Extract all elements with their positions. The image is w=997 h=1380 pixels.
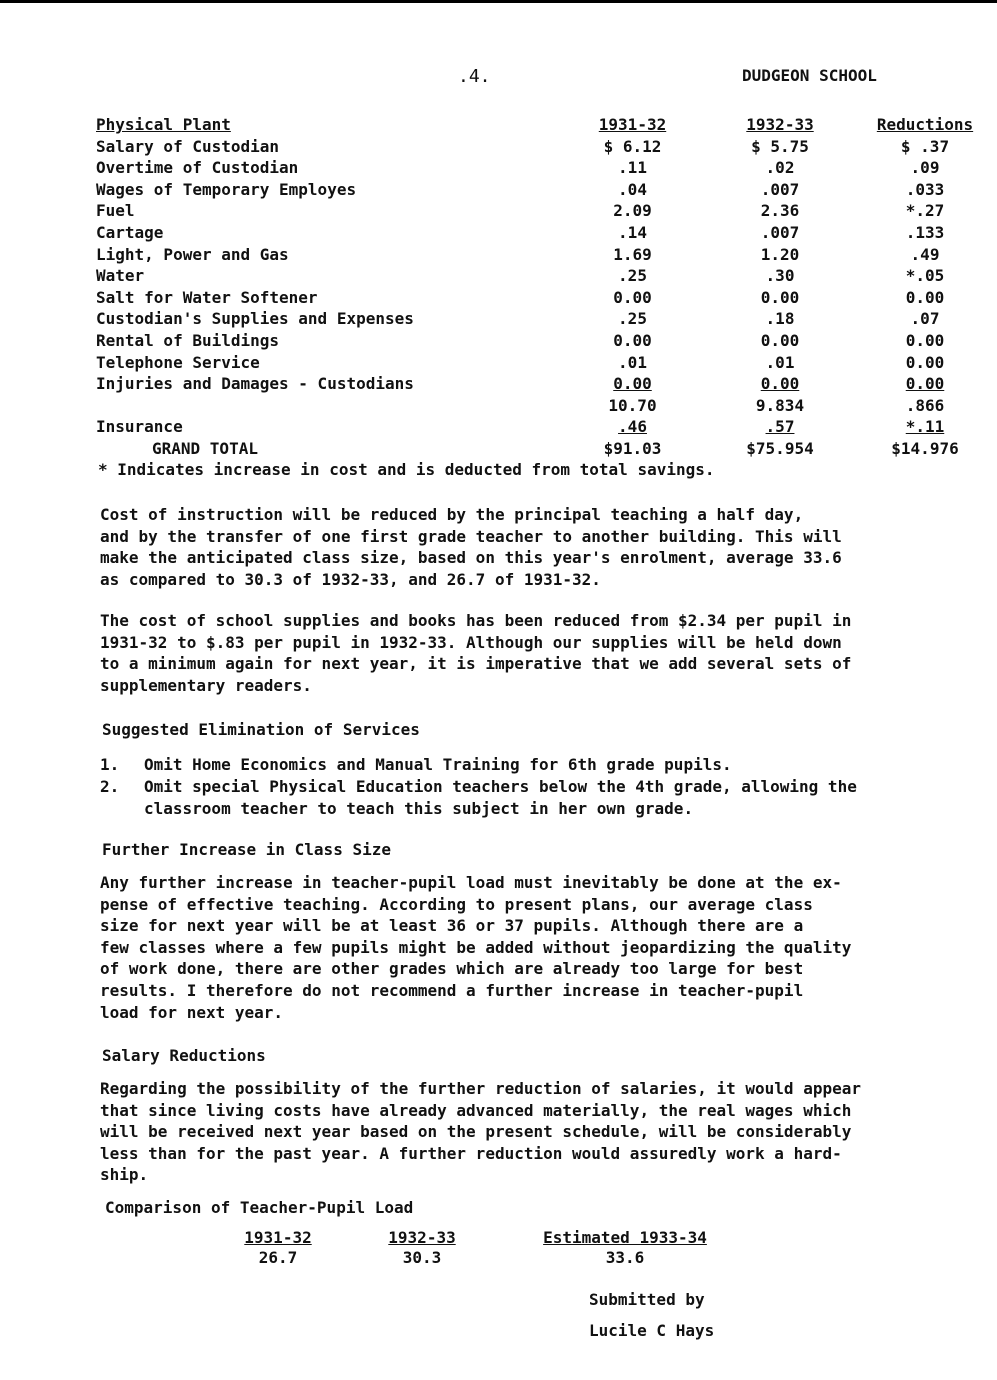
subtotal-row	[96, 395, 995, 417]
table-header-row	[96, 114, 995, 136]
cell-1932: 1.20	[760, 244, 800, 264]
cell-1932: 0.00	[760, 330, 800, 350]
comparison-value: 30.3	[402, 1248, 442, 1267]
table-row	[96, 265, 995, 287]
comparison-label: Estimated 1933-34	[543, 1228, 707, 1247]
cell-reduction: 0.00	[905, 330, 945, 350]
cell-1931: .14	[618, 222, 647, 242]
heading-class-size: Further Increase in Class Size	[102, 840, 391, 859]
item-text: Omit special Physical Education teachers below the 4th grade, allowing the classroom teacher to teach this subject in her own grade.	[144, 777, 857, 818]
comparison-col-1932	[372, 1228, 472, 1268]
cell-1931: .11	[618, 158, 647, 178]
table-row	[96, 157, 995, 179]
cell-1931: .01	[618, 352, 647, 372]
col-header-1932: 1932-33	[746, 115, 814, 134]
top-border	[0, 0, 997, 3]
comparison-col-estimated	[520, 1228, 730, 1268]
signatory-name: Lucile C Hays	[589, 1321, 715, 1340]
cell-reduction: .033	[905, 179, 945, 199]
subtotal-label	[96, 395, 560, 417]
subtotal-1932: 9.834	[755, 395, 805, 415]
cell-1932: $ 5.75	[751, 136, 809, 156]
cell-1932: 0.00	[760, 287, 800, 307]
cell-reduction: *.27	[905, 201, 945, 221]
row-label: Fuel	[96, 201, 135, 221]
cell-1931: 2.09	[613, 201, 652, 221]
table-row	[96, 136, 995, 158]
list-item	[100, 776, 950, 820]
cell-1931: 0.00	[613, 330, 652, 350]
cell-reduction: 0.00	[905, 287, 945, 307]
insurance-reduction: *.11	[905, 417, 945, 437]
comparison-label: 1932-33	[388, 1228, 456, 1247]
table-row	[96, 244, 995, 266]
cell-1932: .007	[760, 222, 800, 242]
comparison-value: 33.6	[605, 1248, 645, 1267]
cell-1931: $ 6.12	[603, 136, 662, 156]
cell-reduction: *.05	[905, 266, 945, 286]
comparison-title: Comparison of Teacher-Pupil Load	[105, 1198, 414, 1217]
cell-1932: 2.36	[760, 201, 800, 221]
row-label: Cartage	[96, 222, 164, 242]
item-number: 2.	[100, 777, 120, 796]
cell-reduction: 0.00	[905, 352, 945, 372]
row-label: Salary of Custodian	[96, 136, 280, 156]
page-number: .4.	[458, 66, 491, 87]
grand-total-1931: $91.03	[603, 438, 662, 458]
table-row	[96, 287, 995, 309]
class-size-paragraph: Any further increase in teacher-pupil load must inevitably be done at the ex- pense of effective teaching. According to present plans, our average class size for next year will be at least 36 or 37 pupils. Although there are a few classes where a few pupils might be added without jeopardizing the quality of work done, there are other grades which are already too large for best results. I therefore do not recommend a further increase in teacher-pupil load for next year.	[100, 873, 852, 1022]
table-row	[96, 373, 995, 395]
row-label: Wages of Temporary Employes	[96, 179, 357, 199]
cell-reduction: .07	[910, 309, 940, 329]
cell-1931: .25	[618, 266, 647, 286]
row-label: Water	[96, 266, 145, 286]
grand-total-label: GRAND TOTAL	[152, 438, 258, 458]
table-row	[96, 222, 995, 244]
subtotal-reduction: .866	[905, 395, 945, 415]
subtotal-1931: 10.70	[608, 395, 657, 415]
cell-1931: .25	[618, 309, 647, 329]
insurance-1932: .57	[765, 417, 795, 437]
cell-1931: .04	[618, 179, 647, 199]
row-label: Custodian's Supplies and Expenses	[96, 309, 414, 329]
cell-1932: .18	[765, 309, 795, 329]
grand-total-reduction: $14.976	[891, 438, 959, 458]
instruction-paragraph: Cost of instruction will be reduced by the principal teaching a half day, and by the transfer of one first grade teacher to another building. This will make the anticipated class size, based on this year's enrolment, average 33.6 as compared to 30.3 of 1932-33, and 26.7 of 1931-32.	[100, 505, 842, 589]
footnote: * Indicates increase in cost and is deducted from total savings.	[98, 460, 715, 479]
cell-reduction: .49	[910, 244, 940, 264]
cell-1932: .30	[765, 266, 795, 286]
cell-reduction: $ .37	[900, 136, 950, 156]
cell-1932: .01	[765, 352, 795, 372]
table-row	[96, 200, 995, 222]
heading-elimination: Suggested Elimination of Services	[102, 720, 420, 739]
grand-total-row	[96, 438, 995, 460]
heading-salary: Salary Reductions	[102, 1046, 266, 1065]
insurance-row	[96, 416, 995, 438]
cell-1931: 1.69	[613, 244, 652, 264]
cell-1932: .007	[760, 179, 800, 199]
list-item	[100, 754, 950, 776]
row-label: Injuries and Damages - Custodians	[96, 374, 414, 394]
row-label: Light, Power and Gas	[96, 244, 289, 264]
row-label: Overtime of Custodian	[96, 158, 299, 178]
table-row	[96, 308, 995, 330]
insurance-1931: .46	[618, 417, 647, 437]
elimination-list	[100, 754, 950, 820]
col-header-label: Physical Plant	[96, 115, 231, 134]
cell-1931: 0.00	[613, 374, 652, 394]
comparison-label: 1931-32	[244, 1228, 312, 1247]
cell-1932: 0.00	[760, 374, 800, 394]
salary-paragraph: Regarding the possibility of the further reduction of salaries, it would appear that since living costs have already advanced materially, the real wages which will be received next year based on the present schedule, will be considerably less than for the past year. A further reduction would assuredly work a hard- ship.	[100, 1079, 861, 1185]
item-number: 1.	[100, 755, 120, 774]
table-row	[96, 179, 995, 201]
supplies-paragraph: The cost of school supplies and books has been reduced from $2.34 per pupil in 1931-32 to $.83 per pupil in 1932-33. Although our supplies will be held down to a minimum again for next year, it is imperative that we add several sets of supplementary readers.	[100, 611, 852, 695]
row-label: Telephone Service	[96, 352, 260, 372]
cell-1932: .02	[765, 158, 795, 178]
row-label: Rental of Buildings	[96, 330, 280, 350]
cell-1931: 0.00	[613, 287, 652, 307]
col-header-1931: 1931-32	[598, 115, 667, 134]
comparison-col-1931	[228, 1228, 328, 1268]
cell-reduction: .09	[910, 158, 940, 178]
cell-reduction: 0.00	[905, 374, 945, 394]
submitted-by: Submitted by	[589, 1290, 705, 1309]
grand-total-1932: $75.954	[746, 438, 814, 458]
school-name: DUDGEON SCHOOL	[742, 66, 877, 85]
physical-plant-table	[96, 114, 995, 460]
item-text: Omit Home Economics and Manual Training for 6th grade pupils.	[144, 755, 732, 774]
insurance-label: Insurance	[96, 417, 183, 437]
table-row	[96, 352, 995, 374]
table-row	[96, 330, 995, 352]
cell-reduction: .133	[905, 222, 945, 242]
comparison-value: 26.7	[258, 1248, 298, 1267]
col-header-reductions: Reductions	[876, 115, 974, 134]
row-label: Salt for Water Softener	[96, 287, 318, 307]
